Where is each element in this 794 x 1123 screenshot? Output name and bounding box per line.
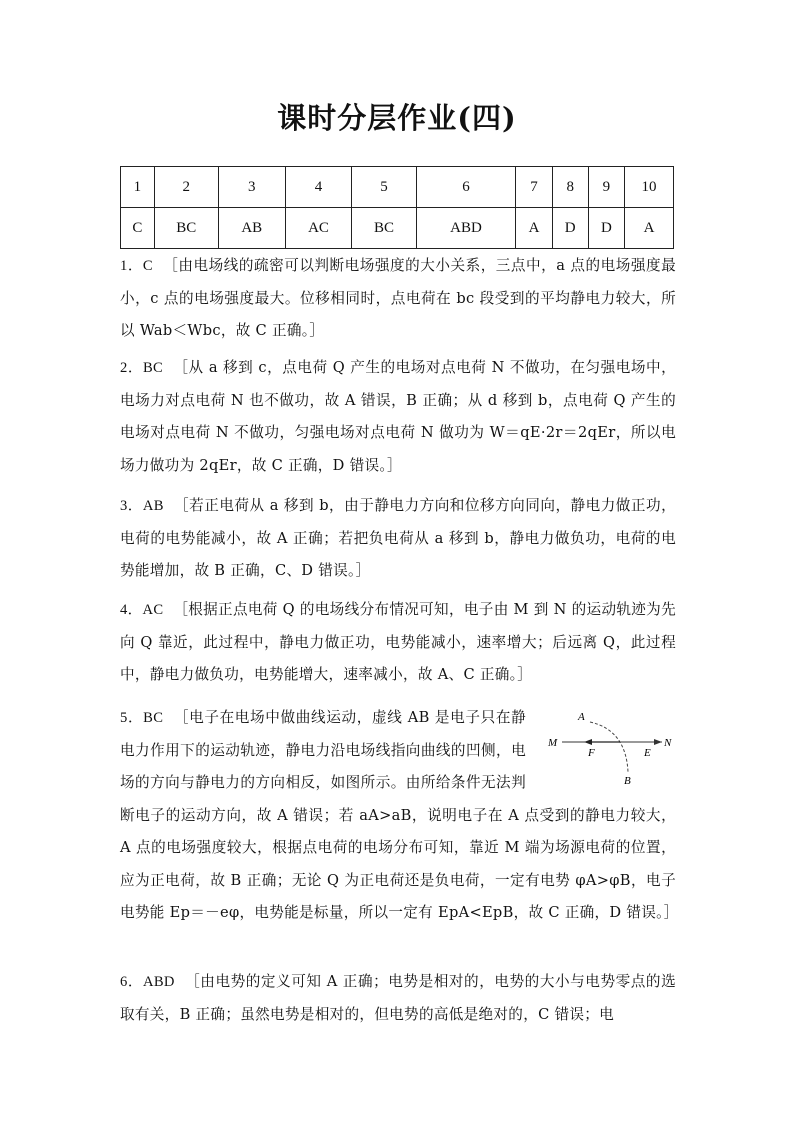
table-cell: 2 bbox=[154, 167, 218, 208]
table-cell: 4 bbox=[285, 167, 352, 208]
answer-paragraph-1 bbox=[120, 250, 676, 348]
table-row-answers bbox=[121, 208, 674, 249]
table-cell: C bbox=[121, 208, 155, 249]
answer-label: 3．AB bbox=[120, 498, 164, 514]
trajectory-curve bbox=[590, 722, 628, 772]
table-cell: D bbox=[588, 208, 624, 249]
answer-explanation: ［从 a 移到 c，点电荷 Q 产生的电场对点电荷 N 不做功，在匀强电场中，电场力对点电荷 N 也不做功，故 A 错误，B 正确；从 d 移到 b，点电荷 Q 产生的电场对点电荷 N 不做功，匀强电场对点电荷 N 做功为 W＝qE·2r＝2qEr，所以电场力做功为 2qEr，故 C 正确，D 错误。］ bbox=[120, 359, 676, 474]
table-cell: 8 bbox=[552, 167, 588, 208]
answer-label: 5．BC bbox=[120, 710, 164, 726]
label-E: E bbox=[644, 747, 651, 759]
answer-explanation: ［若正电荷从 a 移到 b，由于静电力方向和位移方向同向，静电力做正功，电荷的电势能减小，故 A 正确；若把负电荷从 a 移到 b，静电力做负功，电荷的电势能增加，故 B 正确，C、D 错误。］ bbox=[120, 497, 676, 579]
table-cell: 6 bbox=[416, 167, 516, 208]
answer-explanation: ［根据正点电荷 Q 的电场线分布情况可知，电子由 M 到 N 的运动轨迹为先向 Q 靠近，此过程中，静电力做正功，电势能减小，速率增大；后远离 Q，此过程中，静电力做负功，电势能增大，速率减小，故 A、C 正确。］ bbox=[120, 601, 676, 683]
table-cell: A bbox=[516, 208, 552, 249]
table-cell: ABD bbox=[416, 208, 516, 249]
answer-paragraph-4 bbox=[120, 594, 676, 692]
trajectory-figure bbox=[540, 708, 680, 788]
answer-label: 6．ABD bbox=[120, 974, 175, 990]
table-cell: 9 bbox=[588, 167, 624, 208]
answer-label: 1．C bbox=[120, 258, 153, 274]
table-cell: AC bbox=[285, 208, 352, 249]
page-title: 课时分层作业(四) bbox=[277, 101, 517, 135]
answer-label: 2．BC bbox=[120, 360, 164, 376]
table-cell: BC bbox=[154, 208, 218, 249]
answer-table bbox=[120, 166, 674, 249]
table-cell: BC bbox=[352, 208, 416, 249]
label-B: B bbox=[624, 775, 631, 787]
label-M: M bbox=[548, 737, 558, 749]
field-arrowhead bbox=[654, 739, 662, 745]
table-cell: 3 bbox=[218, 167, 285, 208]
answer-paragraph-6 bbox=[120, 966, 676, 1031]
table-cell: D bbox=[552, 208, 588, 249]
answer-explanation: ［电子在电场中做曲线运动，虚线 AB 是电子只在静电力作用下的运动轨迹，静电力沿电场线指向曲线的凹侧，电场的方向与静电力的方向相反，如图所示。由所给条件无法判断电子的运动方向，故 A 错误；若 aA>aB，说明电子在 A 点受到的静电力较大，A 点的电场强度较大，根据点电荷的电场分布可知，靠近 M 端为场源电荷的位置，应为正电荷，故 B 正确；无论 Q 为正电荷还是负电荷，一定有电势 φA>φB，电子电势能 Ep＝－eφ，电势能是标量，所以一定有 EpA<EpB，故 C 正确，D 错误。］ bbox=[120, 709, 679, 921]
answer-paragraph-2 bbox=[120, 352, 676, 482]
table-row-numbers bbox=[121, 167, 674, 208]
answer-label: 4．AC bbox=[120, 602, 164, 618]
answer-explanation: ［由电场线的疏密可以判断电场强度的大小关系，三点中，a 点的电场强度最小，c 点的电场强度最大。位移相同时，点电荷在 bc 段受到的平均静电力较大，所以 Wab＜Wbc，故 C 正确。］ bbox=[120, 257, 676, 339]
table-cell: 1 bbox=[121, 167, 155, 208]
label-F: F bbox=[588, 747, 595, 759]
table-cell: A bbox=[625, 208, 674, 249]
label-N: N bbox=[664, 737, 672, 749]
table-cell: AB bbox=[218, 208, 285, 249]
force-arrowhead bbox=[584, 739, 592, 745]
answer-paragraph-3 bbox=[120, 490, 676, 588]
table-cell: 10 bbox=[625, 167, 674, 208]
answer-explanation: ［由电势的定义可知 A 正确；电势是相对的，电势的大小与电势零点的选取有关，B 正确；虽然电势是相对的，但电势的高低是绝对的，C 错误；电 bbox=[120, 973, 676, 1023]
label-A: A bbox=[578, 711, 585, 723]
table-cell: 7 bbox=[516, 167, 552, 208]
table-cell: 5 bbox=[352, 167, 416, 208]
